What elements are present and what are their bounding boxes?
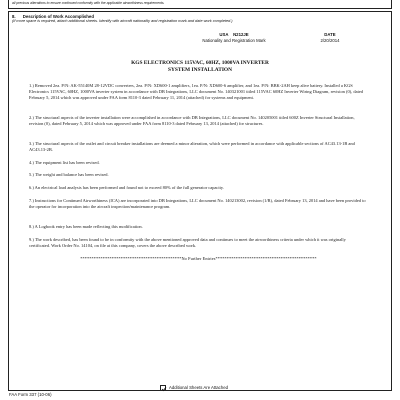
date-block	[300, 32, 360, 44]
date-value: 2/20/2014	[320, 38, 340, 43]
section-title: Description of Work Accomplished	[22, 14, 94, 19]
previous-section-box	[8, 0, 392, 9]
section-number: 8.	[12, 14, 16, 19]
previous-section-note: all previous alterations to ensure continued conformity with the applicable airworthiness requirements.	[12, 1, 165, 5]
work-paragraph-8: 8.) A Logbook entry has been made reflecting this modification.	[29, 224, 143, 229]
registration-label: Nationality and Registration Mark	[202, 38, 266, 43]
work-paragraph-2: 2.) The structural aspects of the inverter installation were accomplished in accordance with DB Integrations, LLC document No. 140205001 titled 600Z Inverter Structural Installation, revision (0), dated February 5, 2014 which was approved under FAA form 8110-3 dated February 13, 2014 (attached) for structures.	[29, 115, 355, 126]
work-title-line-2: SYSTEM INSTALLATION	[167, 66, 233, 73]
work-paragraph-9: 9.) The work described, has been found to be in conformity with the above mentioned approved data and continues to meet the airworthiness criteria under which it was originally certificated. Work Order No. 14104, on file at this company, covers the above described work.	[29, 237, 346, 248]
additional-sheets-row[interactable]	[160, 385, 228, 391]
work-paragraph-3: 3.) The structural aspects of the outlet and circuit breaker installations are deemed a minor alteration, which were performed in accordance with applicable sections of AC43.13-1B and AC43.13-2B.	[29, 141, 355, 152]
work-paragraph-5: 5.) The weight and balance has been revised.	[29, 172, 109, 177]
no-further-entries-line: *********************************************No Further Entries*********************************************	[80, 256, 317, 261]
work-paragraph-1: 1.) Removed 2ea. P/N: AK-55140M 28-12VDC converters, 2ea. P/N: XD600-1 amplifiers, 1ea. P/N: XD600-6 amplifier, and 1ea. P/N: BBK-2AH keep alive battery. Installed a KGS Electronics 115VAC, 60HZ, 1000VA inverter system in accordance with DB Integrations, LLC document No. 140321001 titled 115VAC 60HZ Inverter Wiring Diagram, revision (0), dated February 5, 2014 which was approved under FAA form 8110-3 dated February 11, 2014 (attached) for systems and equipment.	[29, 83, 364, 100]
section-instructions: (If more space is required, attach additional sheets. Identify with aircraft nationality and registration mark and date work completed.)	[12, 19, 233, 23]
additional-sheets-checkbox[interactable]	[160, 385, 166, 391]
registration-value: USA N212JE	[219, 32, 249, 37]
form-number: FAA Form 337 (10-06)	[9, 392, 52, 397]
additional-sheets-label: Additional Sheets Are Attached	[169, 385, 229, 390]
work-title	[30, 60, 370, 74]
work-paragraph-7: 7.) Instructions for Continued Airworthiness (ICA) are incorporated into DB Integrations, LLC document No. 140213002, revision (1/R), dated February 13, 2014 and have been provided to the operator for incorporation into the aircraft inspection/maintenance program.	[29, 198, 366, 209]
work-title-line-1: KGS ELECTRONICS 115VAC, 60HZ, 1000VA INVERTER	[131, 60, 269, 66]
work-paragraph-6: 6.) An electrical load analysis has been performed and found not to exceed 80% of the full generator capacity.	[29, 185, 224, 190]
check-mark-icon	[161, 386, 167, 392]
registration-block	[184, 32, 284, 44]
work-paragraph-4: 4.) The equipment list has been revised.	[29, 160, 100, 165]
date-label: DATE	[324, 32, 336, 37]
